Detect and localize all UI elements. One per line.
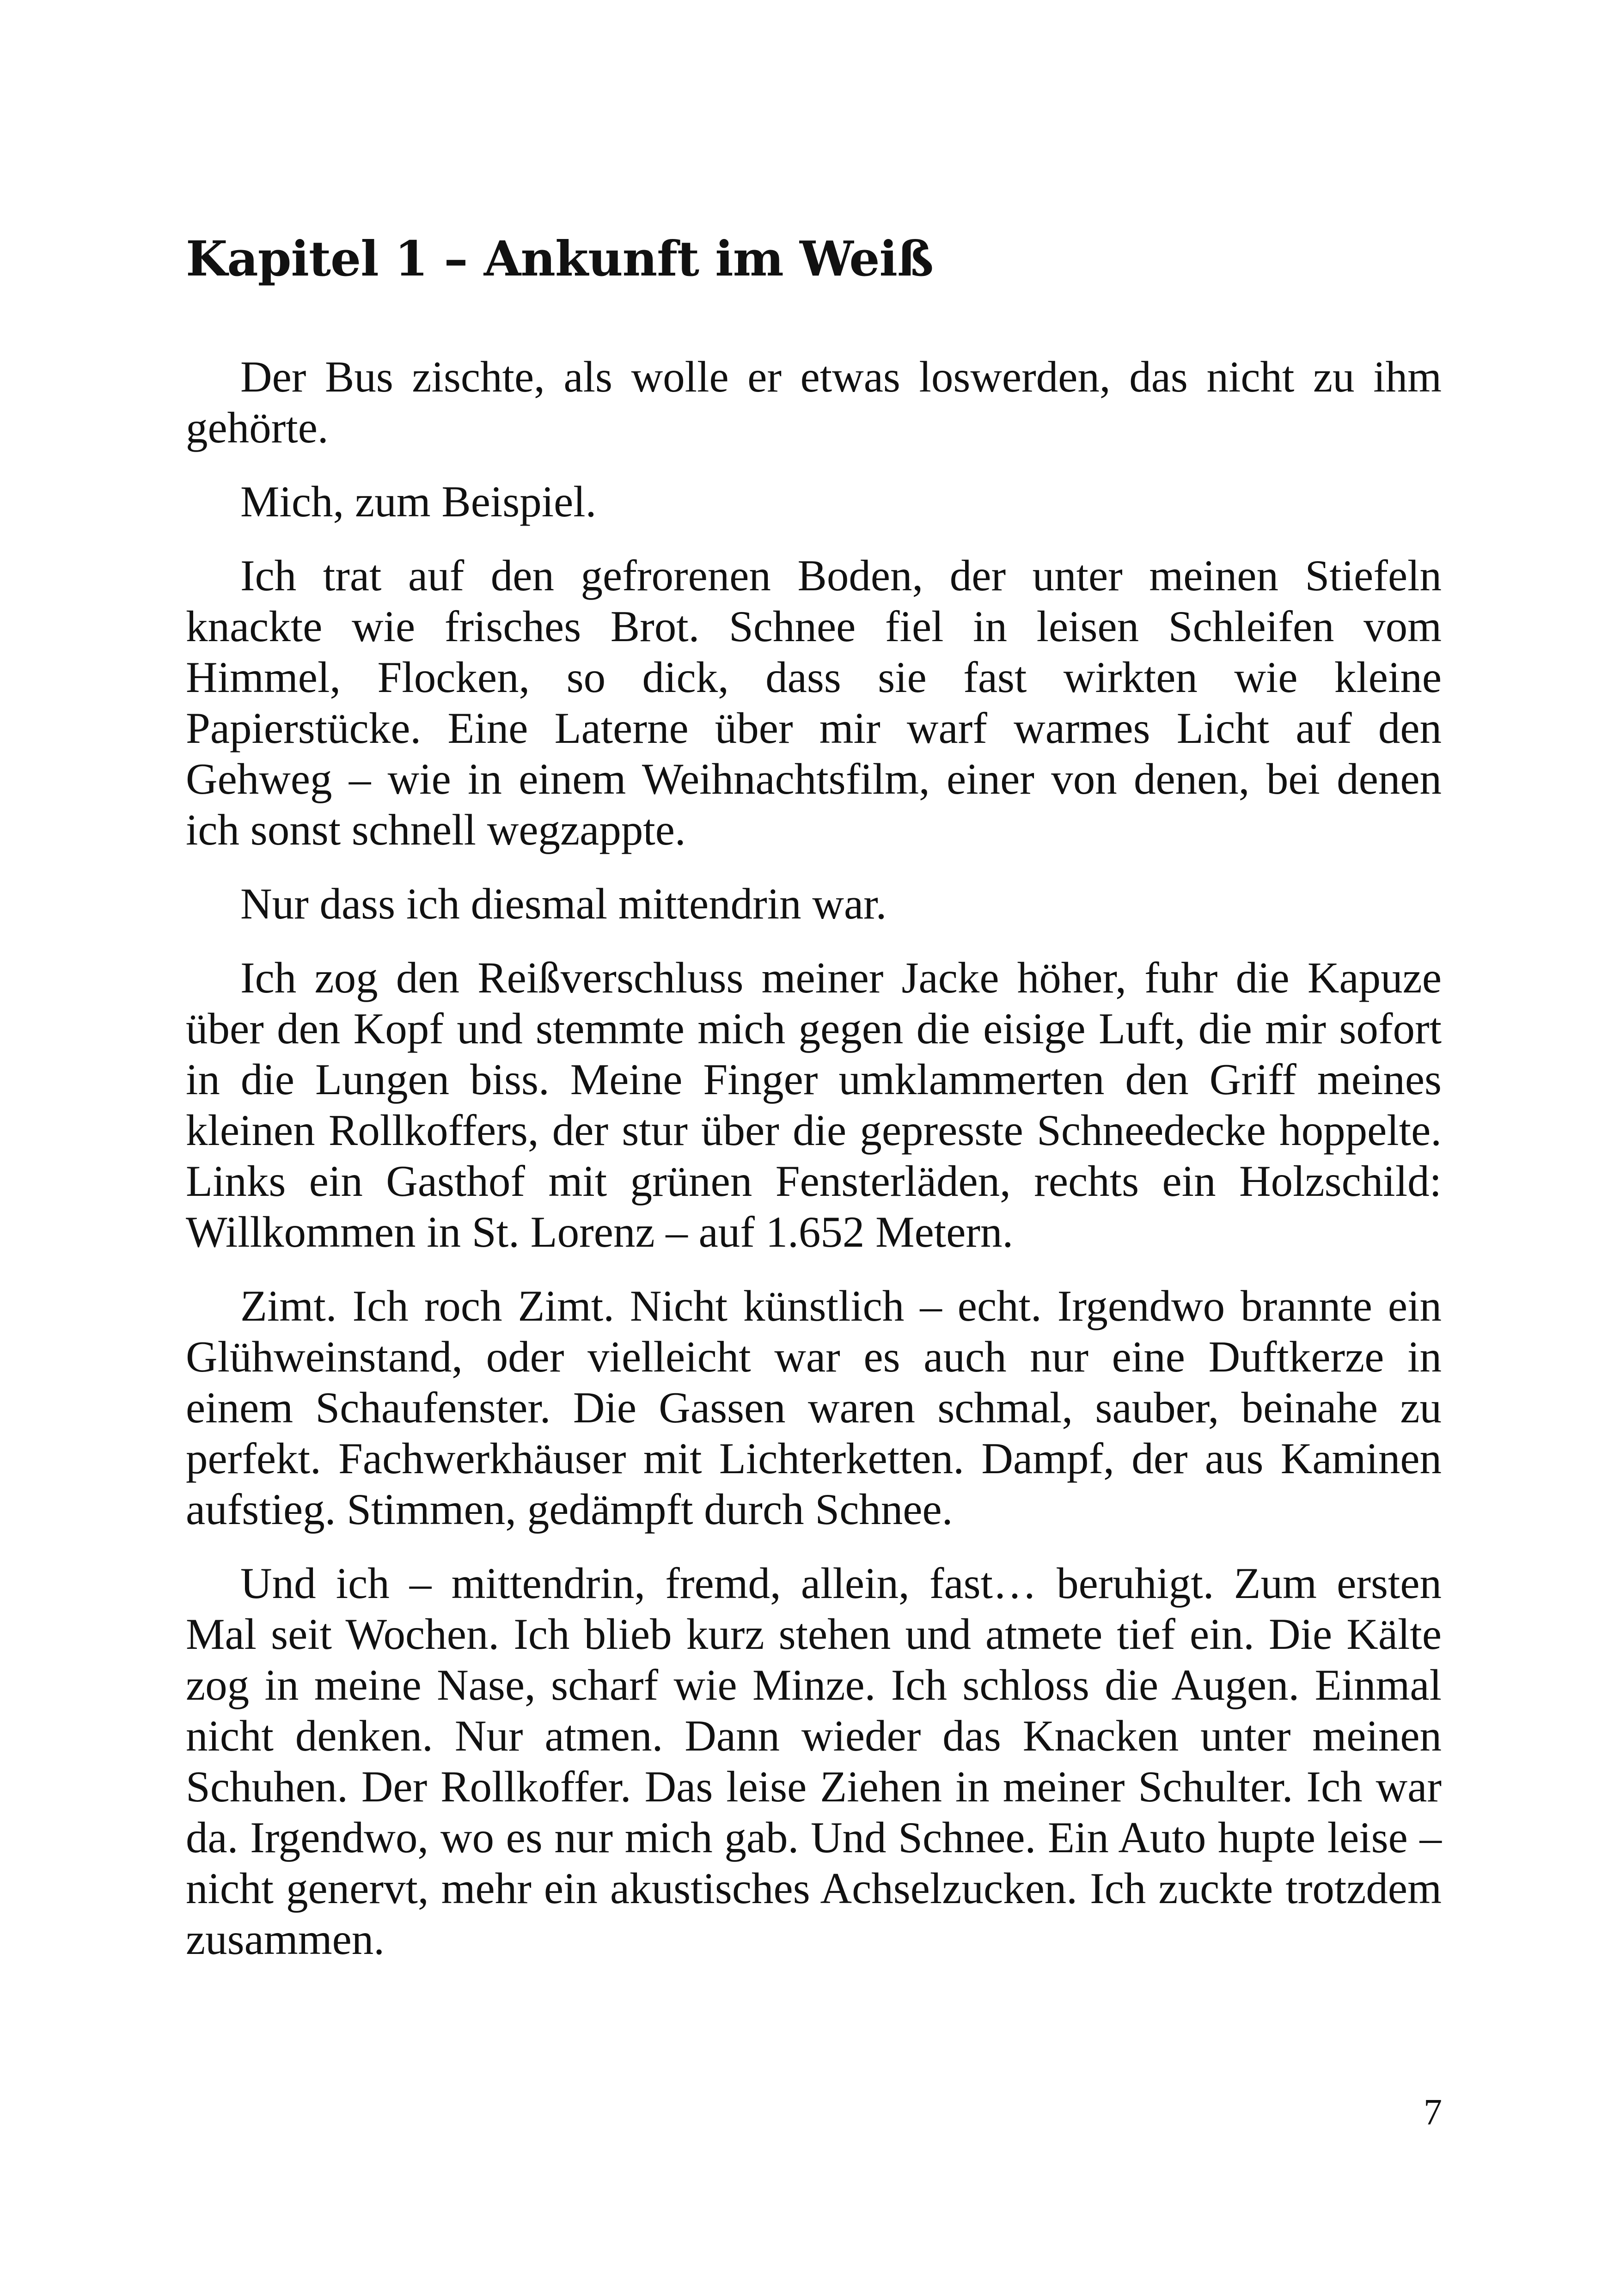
page-number: 7 [1424, 2092, 1442, 2133]
paragraph: Ich zog den Reißverschluss meiner Jacke höher, fuhr die Kapuze über den Kopf und stemmte mich gegen die eisige Luft, die mir sofort in die Lungen biss. Meine Finger umklammerten den Griff meines kleinen Rollkoffers, der stur über die gepresste Schneedecke hoppelte. Links ein Gasthof mit grünen Fensterläden, rechts ein Holzschild: Willkommen in St. Lorenz – auf 1.652 Metern. [186, 953, 1442, 1256]
chapter-title: Kapitel 1 – Ankunft im Weiß [186, 230, 934, 287]
paragraph: Mich, zum Beispiel. [240, 477, 597, 526]
paragraph: Zimt. Ich roch Zimt. Nicht künstlich – echt. Irgendwo brannte ein Glühweinstand, oder vielleicht war es auch nur eine Duftkerze in einem Schaufenster. Die Gassen waren schmal, sauber, beinahe zu perfekt. Fachwerkhäuser mit Lichterketten. Dampf, der aus Kaminen aufstieg. Stimmen, gedämpft durch Schnee. [186, 1281, 1442, 1534]
chapter-body [186, 351, 1442, 1988]
paragraph: Und ich – mittendrin, fremd, allein, fast… beruhigt. Zum ersten Mal seit Wochen. Ich blieb kurz stehen und atmete tief ein. Die Kälte zog in meine Nase, scharf wie Minze. Ich schloss die Augen. Einmal nicht denken. Nur atmen. Dann wieder das Knacken unter meinen Schuhen. Der Rollkoffer. Das leise Ziehen in meiner Schulter. Ich war da. Irgendwo, wo es nur mich gab. Und Schnee. Ein Auto hupte leise – nicht genervt, mehr ein akustisches Achselzucken. Ich zuckte trotzdem zusammen. [186, 1559, 1442, 1964]
paragraph: Nur dass ich diesmal mittendrin war. [240, 879, 887, 928]
paragraph: Der Bus zischte, als wolle er etwas loswerden, das nicht zu ihm gehörte. [186, 352, 1442, 452]
paragraph: Ich trat auf den gefrorenen Boden, der unter meinen Stiefeln knackte wie frisches Brot. Schnee fiel in leisen Schleifen vom Himmel, Flocken, so dick, dass sie fast wirkten wie kleine Papierstücke. Eine Laterne über mir warf warmes Licht auf den Gehweg – wie in einem Weihnachtsfilm, einer von denen, bei denen ich sonst schnell wegzappte. [186, 551, 1442, 854]
